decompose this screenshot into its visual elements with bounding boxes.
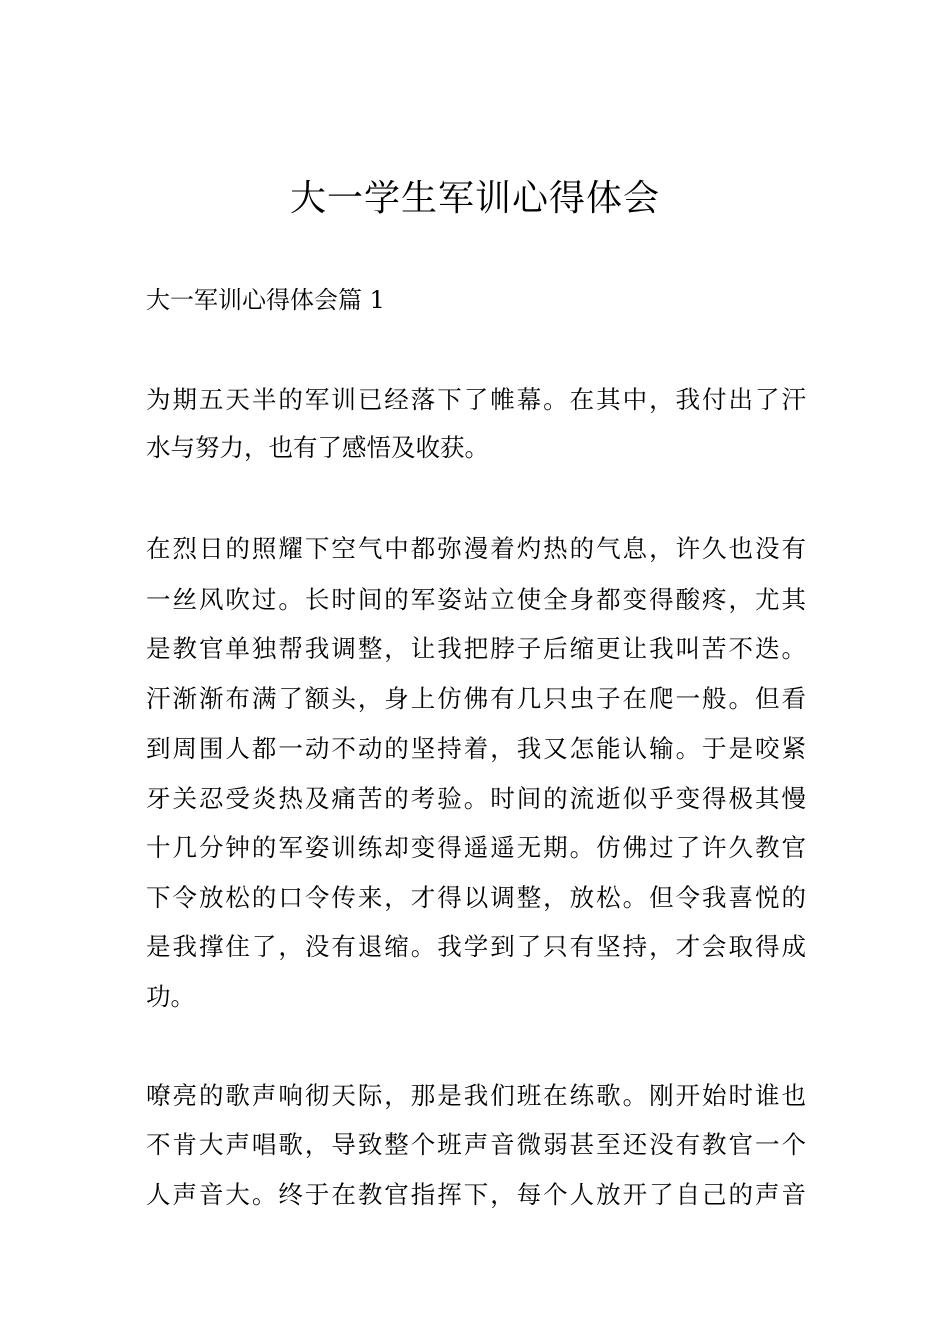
paragraph-2-line-4: 汗渐渐布满了额头，身上仿佛有几只虫子在爬一般。但看 (146, 684, 806, 713)
paragraph-2-line-7: 十几分钟的军姿训练却变得遥遥无期。仿佛过了许久教官 (146, 833, 806, 862)
paragraph-2-line-6: 牙关忍受炎热及痛苦的考验。时间的流逝似乎变得极其慢 (146, 784, 806, 813)
paragraph-3-line-3: 人声音大。终于在教官指挥下，每个人放开了自己的声音 (146, 1180, 806, 1209)
paragraph-2-line-5: 到周围人都一动不动的坚持着，我又怎能认输。于是咬紧 (146, 734, 806, 763)
paragraph-2-line-3: 是教官单独帮我调整，让我把脖子后缩更让我叫苦不迭。 (146, 634, 806, 663)
section-heading: 大一军训心得体会篇 1 (146, 286, 385, 314)
paragraph-3-line-1: 嘹亮的歌声响彻天际，那是我们班在练歌。刚开始时谁也 (146, 1081, 806, 1110)
paragraph-2-line-10: 功。 (146, 982, 195, 1011)
paragraph-2-line-1: 在烈日的照耀下空气中都弥漫着灼热的气息，许久也没有 (146, 534, 806, 563)
paragraph-3-line-2: 不肯大声唱歌，导致整个班声音微弱甚至还没有教官一个 (146, 1130, 806, 1159)
paragraph-2-line-2: 一丝风吹过。长时间的军姿站立使全身都变得酸疼，尤其 (146, 585, 806, 614)
document-title: 大一学生军训心得体会 (289, 178, 660, 219)
paragraph-1-line-2: 水与努力，也有了感悟及收获。 (146, 433, 489, 462)
paragraph-2-line-9: 是我撑住了，没有退缩。我学到了只有坚持，才会取得成 (146, 932, 806, 961)
paragraph-2-line-8: 下令放松的口令传来，才得以调整，放松。但令我喜悦的 (146, 883, 806, 912)
paragraph-1-line-1: 为期五天半的军训已经落下了帷幕。在其中，我付出了汗 (146, 385, 806, 414)
